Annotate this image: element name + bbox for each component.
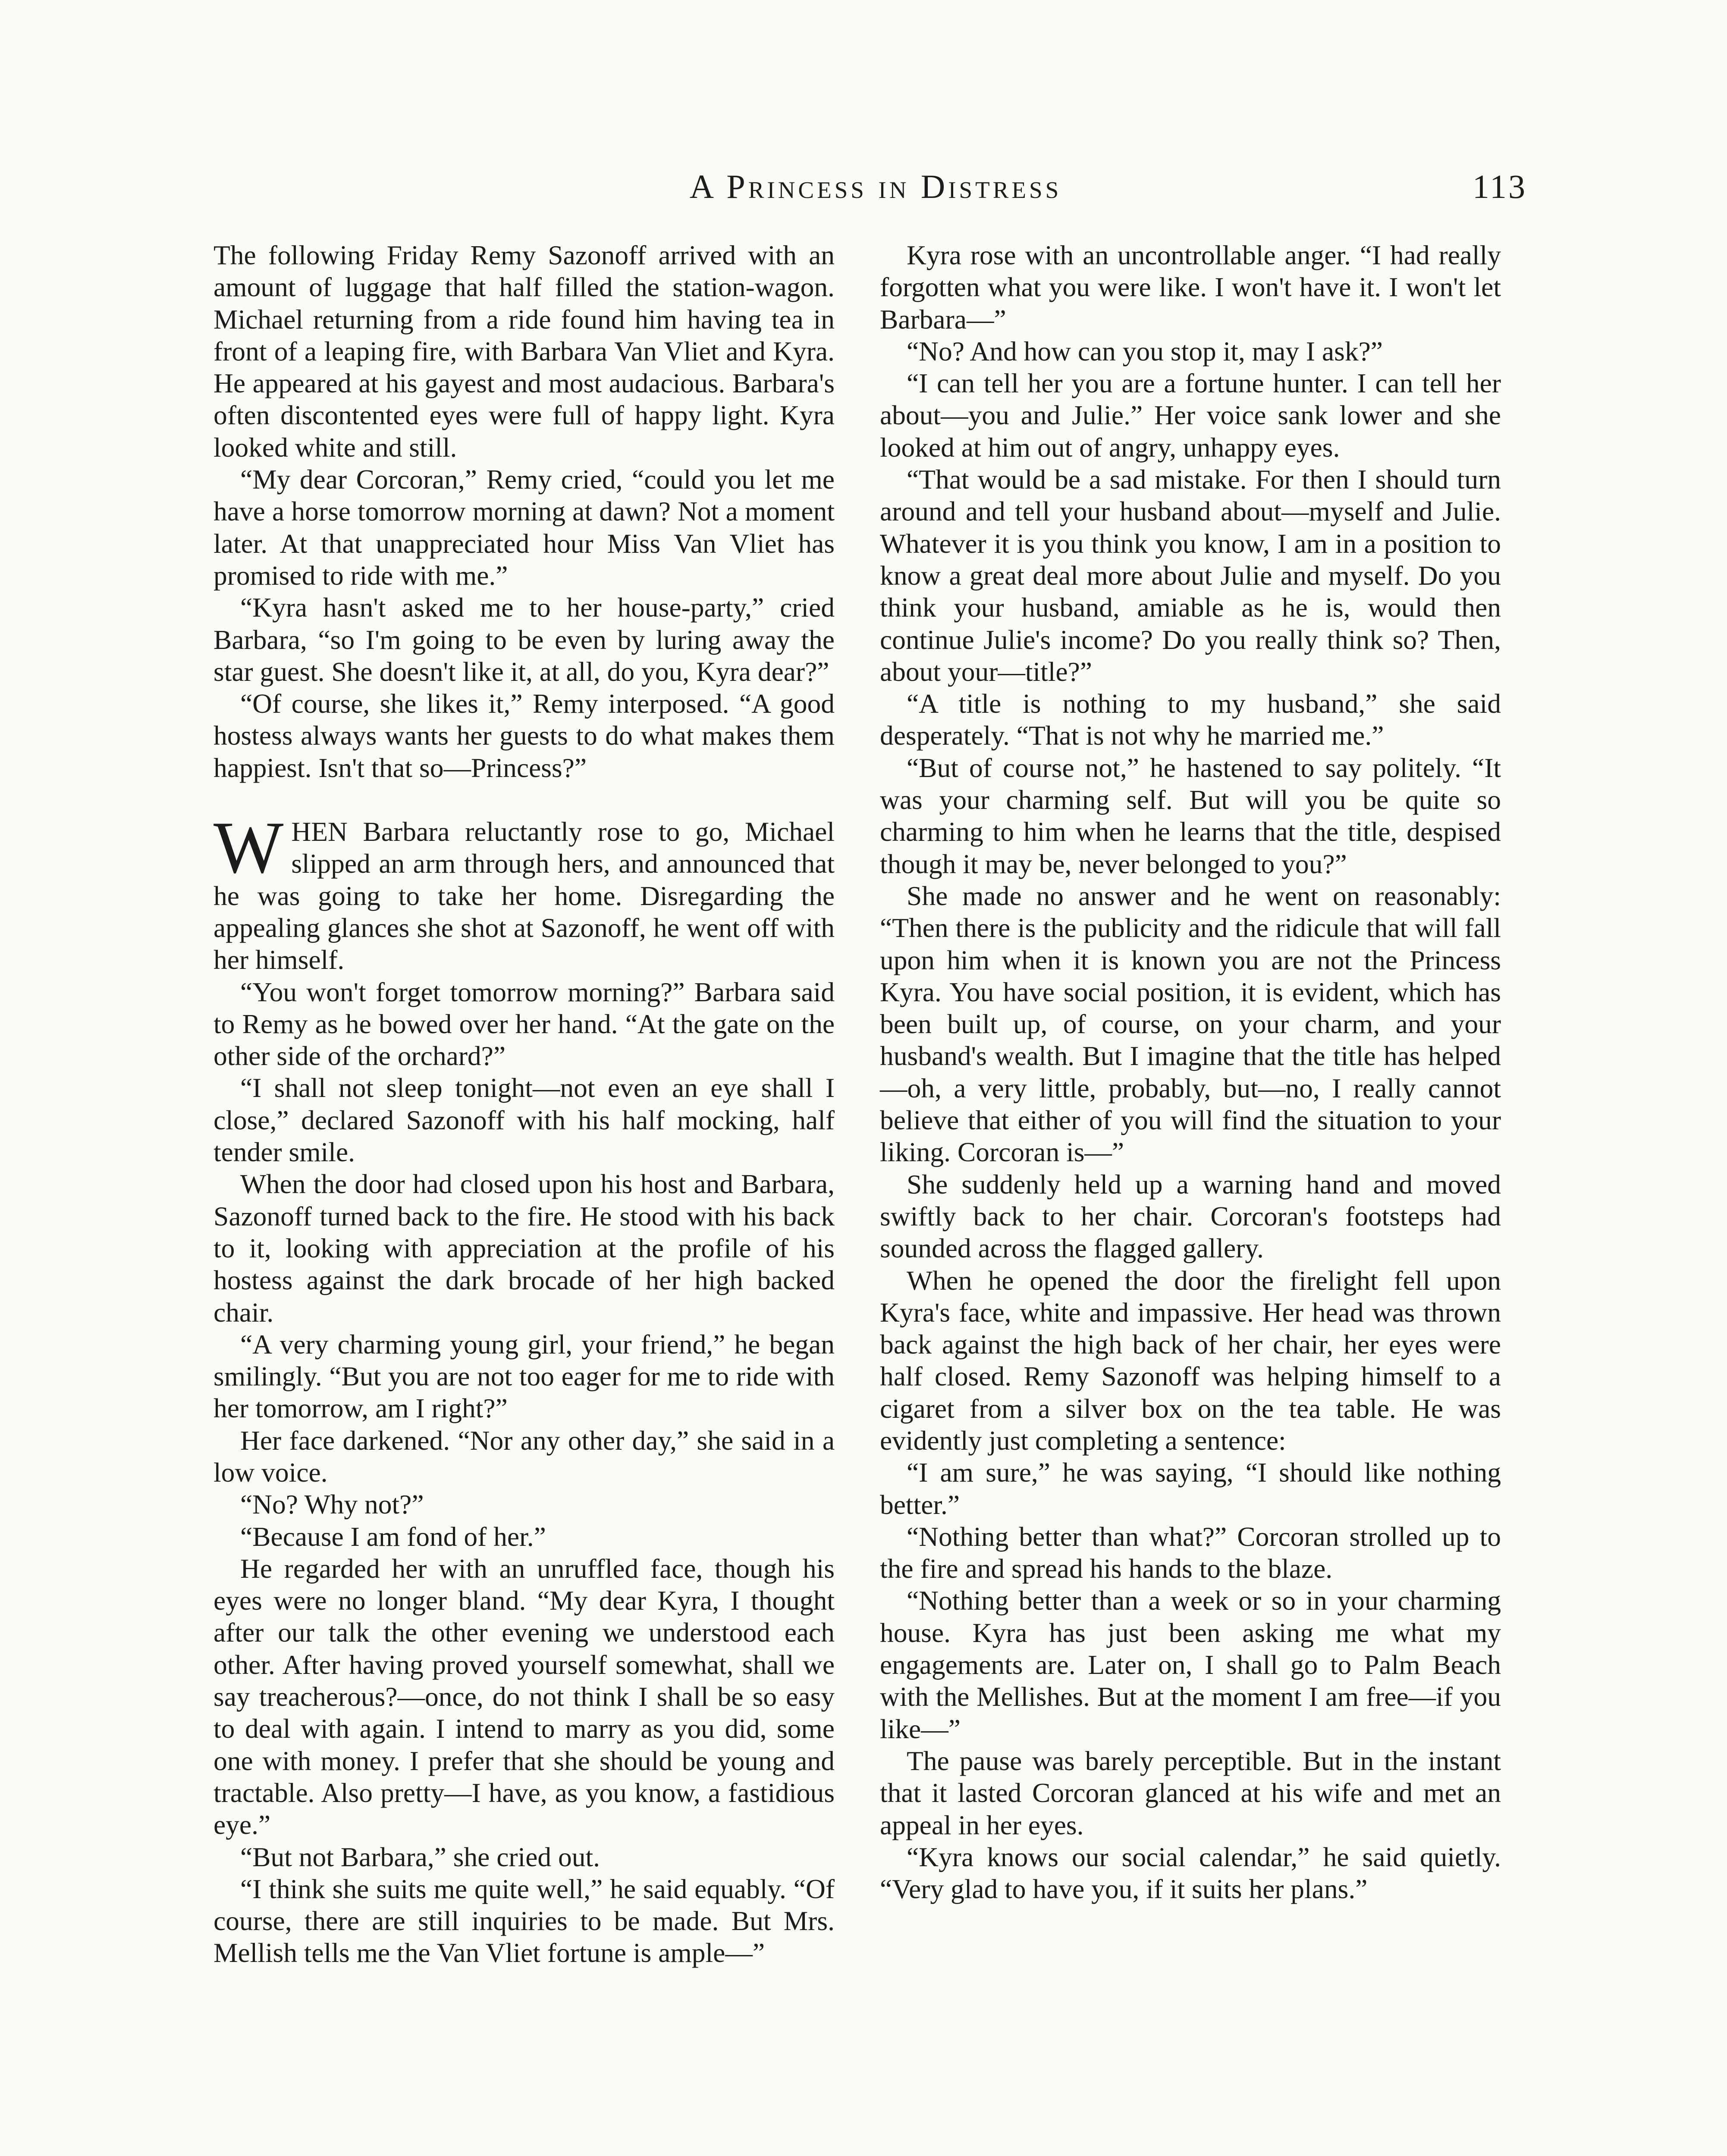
paragraph: The pause was barely perceptible. But in the instant that it lasted Corcoran glanced at his wife and met an appeal in her eyes. bbox=[880, 1745, 1501, 1840]
paragraph: When the door had closed upon his host and Barbara, Sazonoff turned back to the fire. He stood with his back to it, looking with appreciation at the profile of his hostess against the dark brocade of her high backed chair. bbox=[214, 1169, 835, 1328]
paragraph: The following Friday Remy Sazonoff arrived with an amount of luggage that half filled the station-wagon. Michael returning from a ride found him having tea in front of a leaping fire, with Barbara Van Vliet and Kyra. He appeared at his gayest and most audacious. Barbara's often discontented eyes were full of happy light. Kyra looked white and still. bbox=[214, 240, 835, 463]
left-column bbox=[214, 239, 835, 1969]
paragraph: “That would be a sad mistake. For then I should turn around and tell your husband about—myself and Julie. Whatever it is you think you know, I am in a position to know a great deal more about Julie and myself. Do you think your husband, amiable as he is, would then continue Julie's income? Do you really think so? Then, about your—title?” bbox=[880, 464, 1501, 687]
section-opening-text: HEN Barbara reluctantly rose to go, Michael slipped an arm through hers, and announced that he was going to take her home. Disregarding the appealing glances she shot at Sazonoff, he went off with her himself. bbox=[214, 816, 835, 975]
paragraph: She suddenly held up a warning hand and moved swiftly back to her chair. Corcoran's footsteps had sounded across the flagged gallery. bbox=[880, 1169, 1501, 1264]
paragraph: “Kyra hasn't asked me to her house-party,” cried Barbara, “so I'm going to be even by luring away the star guest. She doesn't like it, at all, do you, Kyra dear?” bbox=[214, 592, 835, 687]
paragraph: He regarded her with an unruffled face, though his eyes were no longer bland. “My dear Kyra, I thought after our talk the other evening we understood each other. After having proved yourself somewhat, shall we say treacherous?—once, do not think I shall be so easy to deal with again. I intend to marry as you did, some one with money. I prefer that she should be young and tractable. Also pretty—I have, as you know, a fastidious eye.” bbox=[214, 1553, 835, 1840]
paragraph: “A title is nothing to my husband,” she said desperately. “That is not why he married me.” bbox=[880, 688, 1501, 751]
running-title: A Princess in Distress bbox=[689, 168, 1062, 205]
page-number: 113 bbox=[1472, 168, 1527, 205]
paragraph: “Of course, she likes it,” Remy interposed. “A good hostess always wants her guests to do what makes them happiest. Isn't that so—Princess?” bbox=[214, 688, 835, 783]
paragraph: When he opened the door the firelight fell upon Kyra's face, white and impassive. Her head was thrown back against the high back of her chair, her eyes were half closed. Remy Sazonoff was helping himself to a cigaret from a silver box on the tea table. He was evidently just completing a sentence: bbox=[880, 1265, 1501, 1456]
right-column bbox=[880, 239, 1501, 1905]
paragraph: “I think she suits me quite well,” he said equably. “Of course, there are still inquiries to be made. But Mrs. Mellish tells me the Van Vliet fortune is ample—” bbox=[214, 1873, 835, 1968]
paragraph: “I shall not sleep tonight—not even an eye shall I close,” declared Sazonoff with his half mocking, half tender smile. bbox=[214, 1072, 835, 1168]
paragraph: “Nothing better than a week or so in your charming house. Kyra has just been asking me what my engagements are. Later on, I shall go to Palm Beach with the Mellishes. But at the moment I am free—if you like—” bbox=[880, 1585, 1501, 1744]
paragraph: “Because I am fond of her.” bbox=[240, 1521, 546, 1552]
paragraph: “Nothing better than what?” Corcoran strolled up to the fire and spread his hands to the blaze. bbox=[880, 1521, 1501, 1584]
page-header bbox=[224, 167, 1527, 215]
paragraph: “You won't forget tomorrow morning?” Barbara said to Remy as he bowed over her hand. “At the gate on the other side of the orchard?” bbox=[214, 976, 835, 1072]
paragraph: “No? Why not?” bbox=[240, 1489, 424, 1520]
paragraph: She made no answer and he went on reasonably: “Then there is the publicity and the ridicule that will fall upon him when it is known you are not the Princess Kyra. You have social position, it is evident, which has been built up, of course, on your charm, and your husband's wealth. But I imagine that the title has helped—oh, a very little, probably, but—no, I really cannot believe that either of you will find the situation to your liking. Corcoran is—” bbox=[880, 880, 1501, 1168]
paragraph: “I can tell her you are a fortune hunter. I can tell her about—you and Julie.” Her voice sank lower and she looked at him out of angry, unhappy eyes. bbox=[880, 368, 1501, 463]
paragraph: Kyra rose with an uncontrollable anger. “I had really forgotten what you were like. I won't have it. I won't let Barbara—” bbox=[880, 240, 1501, 335]
paragraph: “But of course not,” he hastened to say politely. “It was your charming self. But will you be quite so charming to him when he learns that the title, despised though it may be, never belonged to you?” bbox=[880, 752, 1501, 879]
paragraph: “I am sure,” he was saying, “I should like nothing better.” bbox=[880, 1457, 1501, 1520]
paragraph: “No? And how can you stop it, may I ask?” bbox=[907, 335, 1383, 367]
paragraph: “A very charming young girl, your friend,” he began smilingly. “But you are not too eager for me to ride with her tomorrow, am I right?” bbox=[214, 1329, 835, 1424]
paragraph: “My dear Corcoran,” Remy cried, “could you let me have a horse tomorrow morning at dawn? Not a moment later. At that unappreciated hour Miss Van Vliet has promised to ride with me.” bbox=[214, 464, 835, 591]
paragraph: “Kyra knows our social calendar,” he said quietly. “Very glad to have you, if it suits her plans.” bbox=[880, 1841, 1501, 1905]
section-opening-paragraph bbox=[214, 807, 835, 976]
paragraph: Her face darkened. “Nor any other day,” she said in a low voice. bbox=[214, 1425, 835, 1488]
paragraph: “But not Barbara,” she cried out. bbox=[240, 1841, 600, 1872]
drop-cap: W bbox=[214, 807, 284, 889]
